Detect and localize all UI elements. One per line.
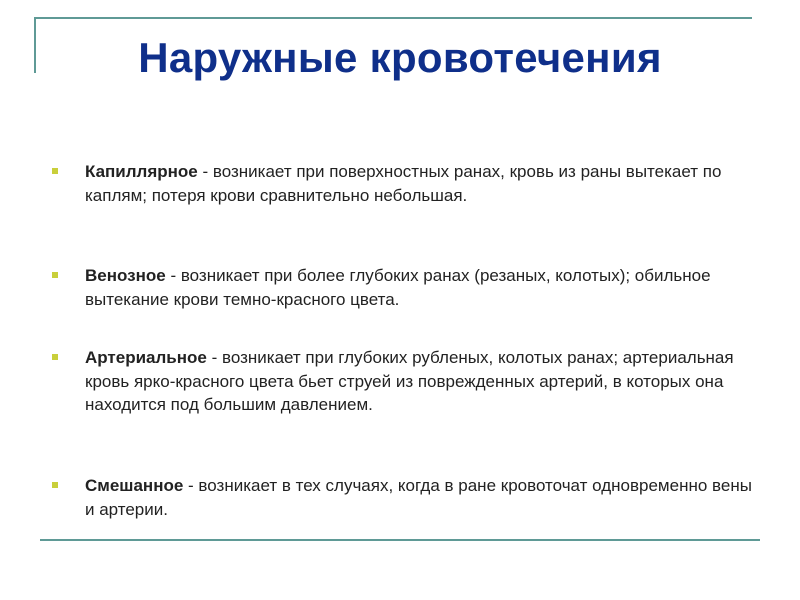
list-item-text [85, 346, 755, 417]
term-arterial: Артериальное [85, 348, 207, 367]
list-item-text [85, 160, 755, 207]
slide-title: Наружные кровотечения [138, 34, 662, 81]
description-venous: - возникает при более глубоких ранах (резаных, колотых); обильное вытекание крови темно-красного цвета. [85, 266, 711, 309]
description-arterial: - возникает при глубоких рубленых, колотых ранах; артериальная кровь ярко-красного цвета бьет струей из поврежденных артерий, в которых она находится под большим давлением. [85, 348, 734, 414]
term-mixed: Смешанное [85, 476, 184, 495]
list-item-text [85, 264, 755, 311]
square-bullet-icon [52, 354, 58, 360]
term-venous: Венозное [85, 266, 166, 285]
list-item-text [85, 474, 755, 521]
frame-bottom-line [40, 539, 760, 541]
term-capillary: Капиллярное [85, 162, 198, 181]
description-capillary: - возникает при поверхностных ранах, кровь из раны вытекает по каплям; потеря крови сравнительно небольшая. [85, 162, 722, 205]
square-bullet-icon [52, 168, 58, 174]
square-bullet-icon [52, 272, 58, 278]
description-mixed: - возникает в тех случаях, когда в ране кровоточат одновременно вены и артерии. [85, 476, 752, 519]
square-bullet-icon [52, 482, 58, 488]
